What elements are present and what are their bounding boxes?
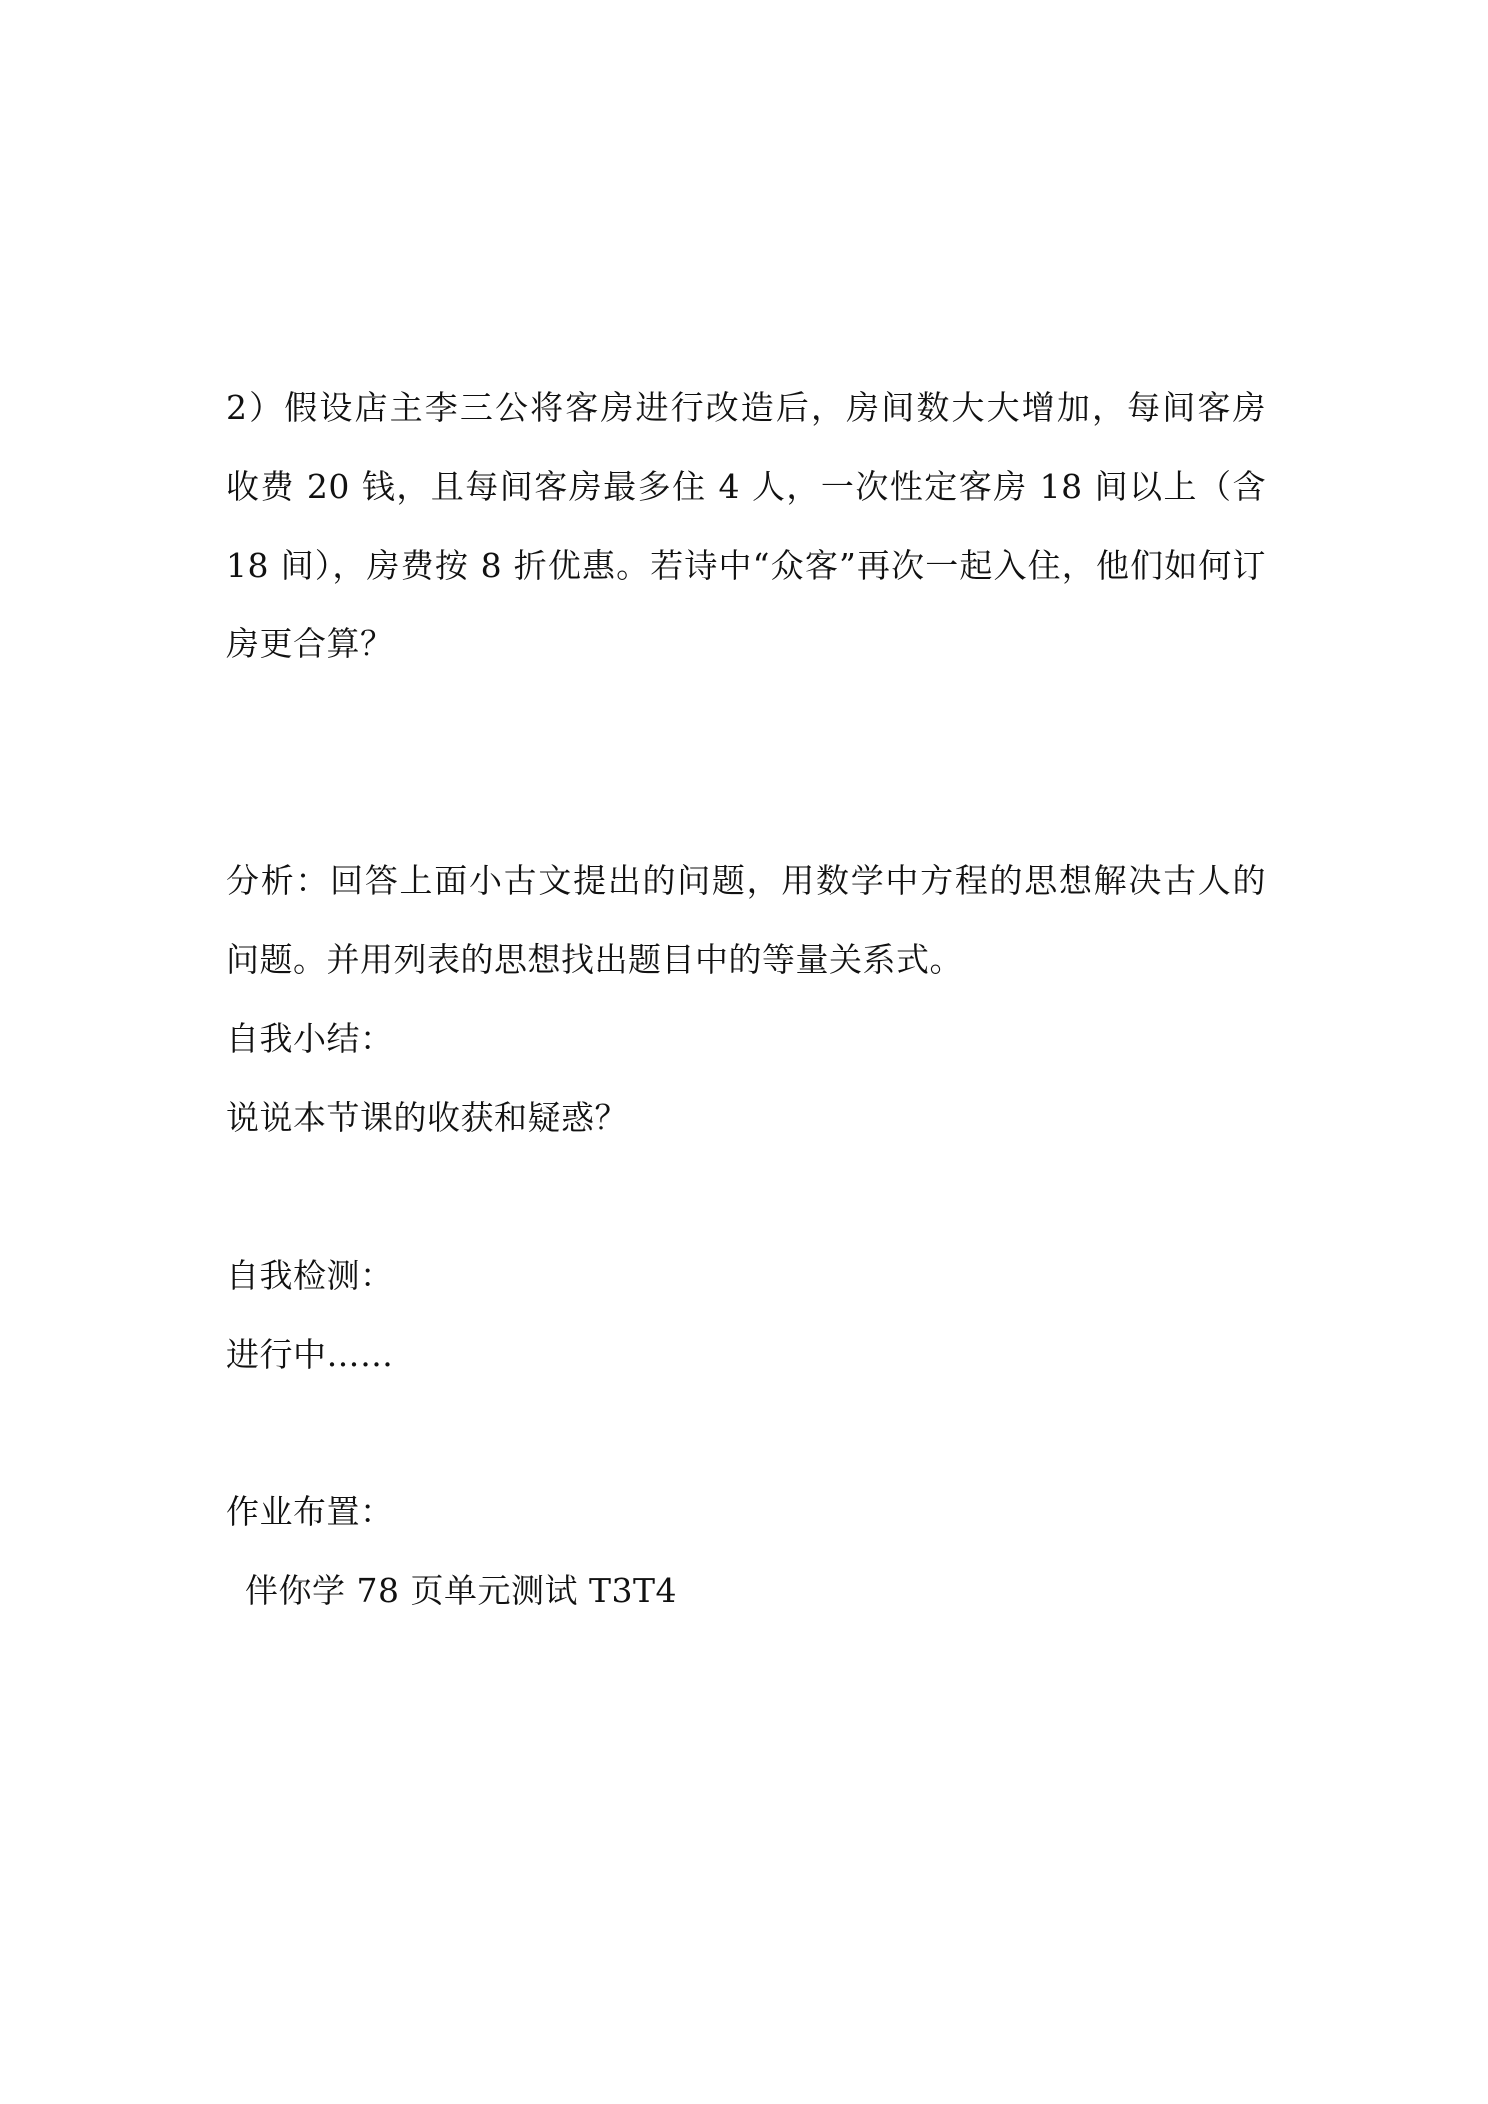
self-test-body: 进行中……: [226, 1335, 394, 1374]
homework-body: 伴你学 78 页单元测试 T3T4: [245, 1571, 677, 1610]
question-2-line-2: 收费 20 钱，且每间客房最多住 4 人，一次性定客房 18 间以上（含: [226, 467, 1266, 506]
question-2-line-4: 房更合算？: [226, 624, 394, 663]
question-2-line-3: 18 间），房费按 8 折优惠。若诗中“众客”再次一起入住，他们如何订: [226, 546, 1266, 585]
analysis-line-2: 问题。并用列表的思想找出题目中的等量关系式。: [226, 940, 963, 979]
summary-heading: 自我小结：: [226, 1019, 394, 1058]
question-2-line-1: 2）假设店主李三公将客房进行改造后，房间数大大增加，每间客房: [226, 388, 1266, 427]
self-test-heading: 自我检测：: [226, 1256, 394, 1295]
homework-heading: 作业布置：: [226, 1492, 394, 1531]
analysis-line-1: 分析：回答上面小古文提出的问题，用数学中方程的思想解决古人的: [226, 861, 1266, 900]
summary-body: 说说本节课的收获和疑惑？: [226, 1098, 628, 1137]
